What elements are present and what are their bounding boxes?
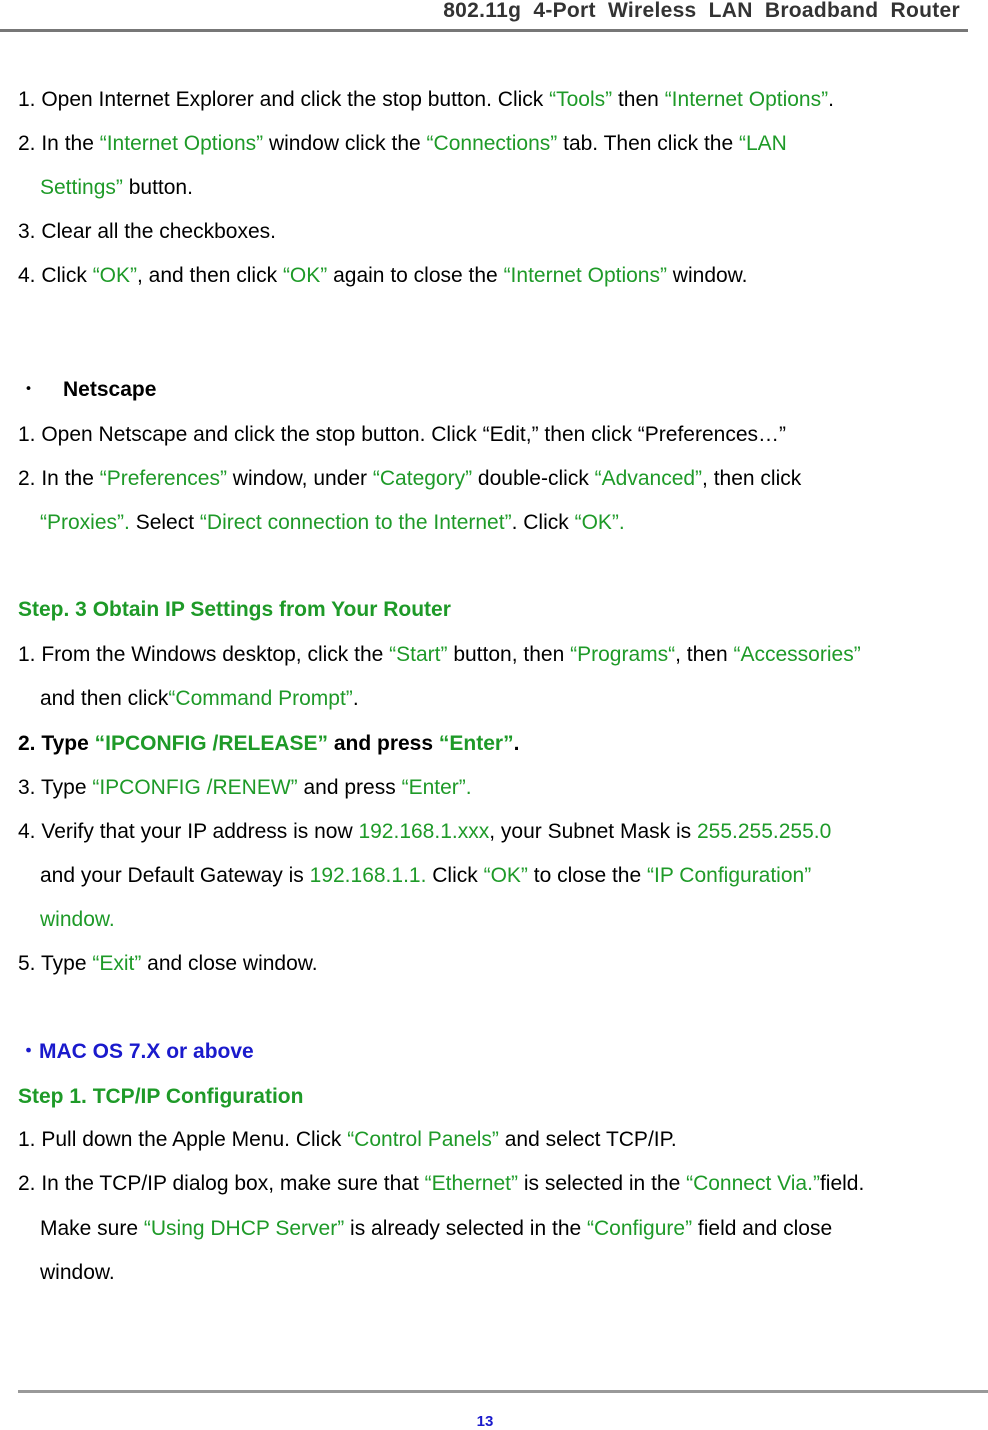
mac-line-2-cont2: window. xyxy=(40,1261,115,1284)
step3-line-4: 4. Verify that your IP address is now 192.168.1.xxx, your Subnet Mask is 255.255.255.0 xyxy=(18,820,832,843)
netscape-step-2: 2. In the “Preferences” window, under “Category” double-click “Advanced”, then click xyxy=(18,467,802,490)
step3-line-1-cont: and then click“Command Prompt”. xyxy=(40,687,359,710)
ie-step-2: 2. In the “Internet Options” window click the “Connections” tab. Then click the “LAN xyxy=(18,132,787,155)
footer-divider xyxy=(18,1390,988,1393)
bullet-icon: ・ xyxy=(18,378,39,401)
ie-step-1: 1. Open Internet Explorer and click the stop button. Click “Tools” then “Internet Options”. xyxy=(18,88,834,111)
ie-step-4: 4. Click “OK”, and then click “OK” again to close the “Internet Options” window. xyxy=(18,264,748,287)
ie-step-2-cont: Settings” button. xyxy=(40,176,193,199)
netscape-step-1: 1. Open Netscape and click the stop button. Click “Edit,” then click “Preferences…” xyxy=(18,423,787,446)
step3-heading: Step. 3 Obtain IP Settings from Your Router xyxy=(18,598,451,621)
mac-line-2: 2. In the TCP/IP dialog box, make sure that “Ethernet” is selected in the “Connect Via.”field. xyxy=(18,1172,865,1195)
netscape-step-2-cont: “Proxies”. Select “Direct connection to the Internet”. Click “OK”. xyxy=(40,511,625,534)
page-number: 13 xyxy=(476,1413,494,1430)
mac-heading: ・MAC OS 7.X or above xyxy=(18,1040,254,1063)
mac-line-2-cont: Make sure “Using DHCP Server” is already selected in the “Configure” field and close xyxy=(40,1217,833,1240)
netscape-heading: ・ Netscape xyxy=(18,378,157,401)
ie-step-3: 3. Clear all the checkboxes. xyxy=(18,220,276,243)
step3-line-4-cont2: window. xyxy=(40,908,115,931)
mac-line-1: 1. Pull down the Apple Menu. Click “Control Panels” and select TCP/IP. xyxy=(18,1128,677,1151)
step3-line-3: 3. Type “IPCONFIG /RENEW” and press “Enter”. xyxy=(18,776,472,799)
step3-line-4-cont: and your Default Gateway is 192.168.1.1. Click “OK” to close the “IP Configuration” xyxy=(40,864,812,887)
step3-line-5: 5. Type “Exit” and close window. xyxy=(18,952,318,975)
step3-line-2: 2. Type “IPCONFIG /RELEASE” and press “Enter”. xyxy=(18,732,520,755)
running-header: 802.11g 4-Port Wireless LAN Broadband Router xyxy=(443,0,960,22)
header-divider xyxy=(0,29,968,32)
mac-step-heading: Step 1. TCP/IP Configuration xyxy=(18,1085,304,1108)
step3-line-1: 1. From the Windows desktop, click the “Start” button, then “Programs“, then “Accessories” xyxy=(18,643,861,666)
